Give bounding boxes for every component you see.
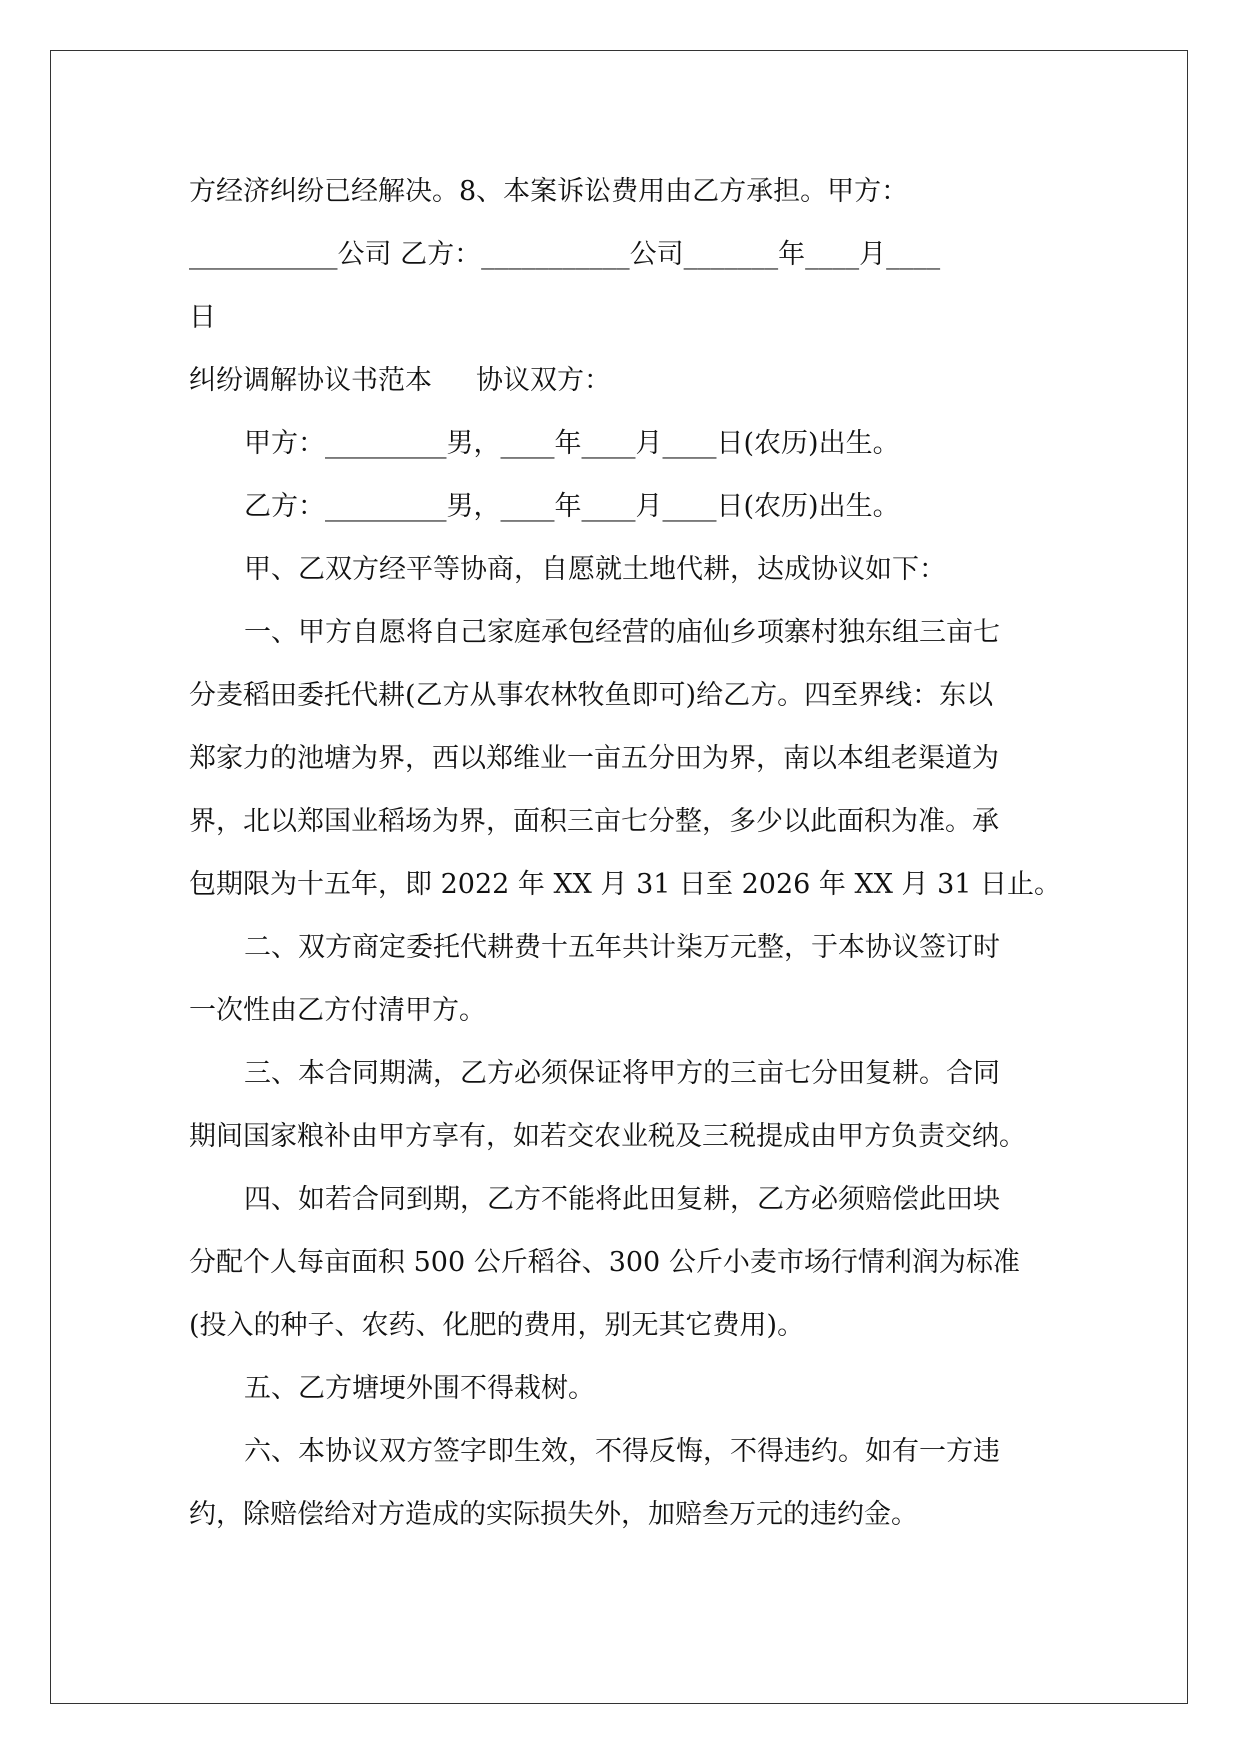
clause-3-line: 期间国家粮补由甲方享有，如若交农业税及三税提成由甲方负责交纳。 bbox=[189, 1121, 1026, 1152]
signature-line: ___________公司 乙方：___________公司_______年____月____ bbox=[189, 239, 941, 270]
clause-3-line: 三、本合同期满，乙方必须保证将甲方的三亩七分田复耕。合同 bbox=[244, 1058, 1000, 1089]
text-line: 方经济纠纷已经解决。8、本案诉讼费用由乙方承担。甲方： bbox=[189, 176, 909, 207]
clause-1-line: 一、甲方自愿将自己家庭承包经营的庙仙乡项寨村独东组三亩七 bbox=[244, 617, 1000, 648]
clause-1-line: 界，北以郑国业稻场为界，面积三亩七分整，多少以此面积为准。承 bbox=[189, 806, 999, 837]
clause-4-line: (投入的种子、农药、化肥的费用，别无其它费用)。 bbox=[189, 1310, 805, 1341]
clause-5-line: 五、乙方塘埂外围不得栽树。 bbox=[244, 1373, 595, 1404]
document-body bbox=[189, 160, 1062, 1546]
clause-4-line: 分配个人每亩面积 500 公斤稻谷、300 公斤小麦市场行情利润为标准 bbox=[189, 1247, 1020, 1278]
intro-paragraph: 甲、乙双方经平等协商，自愿就土地代耕，达成协议如下： bbox=[244, 554, 946, 585]
clause-6-line: 约，除赔偿给对方造成的实际损失外，加赔叁万元的违约金。 bbox=[189, 1499, 918, 1530]
clause-1-line: 包期限为十五年，即 2022 年 XX 月 31 日至 2026 年 XX 月 31 日止。 bbox=[189, 869, 1062, 900]
clause-4-line: 四、如若合同到期，乙方不能将此田复耕，乙方必须赔偿此田块 bbox=[244, 1184, 1000, 1215]
clause-6-line: 六、本协议双方签字即生效，不得反悔，不得违约。如有一方违 bbox=[244, 1436, 1000, 1467]
clause-1-line: 郑家力的池塘为界，西以郑维业一亩五分田为界，南以本组老渠道为 bbox=[189, 743, 999, 774]
clause-2-line: 二、双方商定委托代耕费十五年共计柒万元整，于本协议签订时 bbox=[244, 932, 1000, 963]
document-heading bbox=[189, 349, 1059, 412]
parties-label: 协议双方： bbox=[476, 365, 611, 396]
party-b-line: 乙方：_________男，____年____月____日(农历)出生。 bbox=[244, 491, 900, 522]
clause-1-line: 分麦稻田委托代耕(乙方从事农林牧鱼即可)给乙方。四至界线：东以 bbox=[189, 680, 994, 711]
document-title: 纠纷调解协议书范本 bbox=[189, 365, 432, 396]
party-a-line: 甲方：_________男，____年____月____日(农历)出生。 bbox=[244, 428, 900, 459]
text-line: 日 bbox=[189, 302, 216, 333]
clause-2-line: 一次性由乙方付清甲方。 bbox=[189, 995, 486, 1026]
